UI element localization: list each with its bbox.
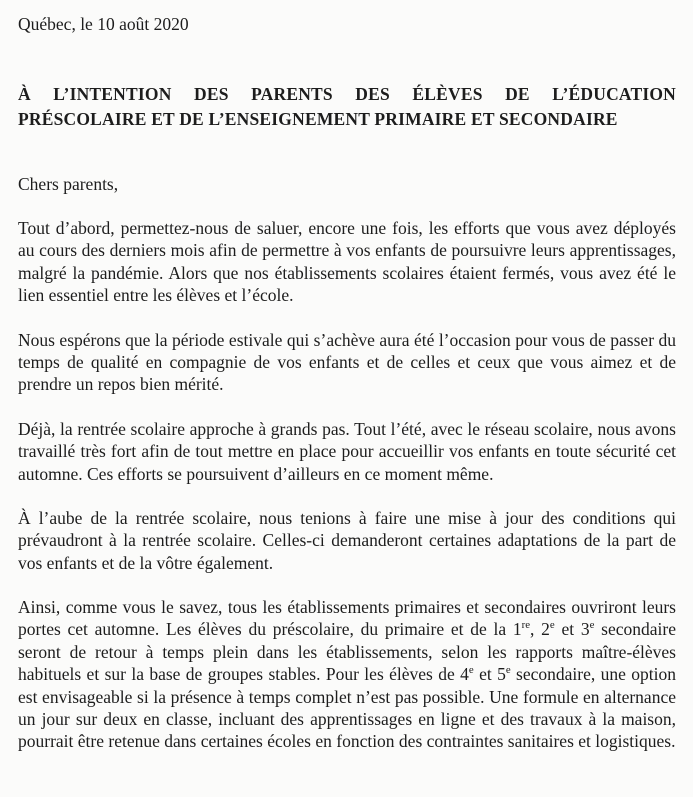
paragraph: Nous espérons que la période estivale qui s’achève aura été l’occasion pour vous de passer du temps de qualité en compagnie de vos enfants et de celles et ceux que vous aimez et de prendre un repos bien mérité. xyxy=(18,329,676,395)
ordinal-superscript: e xyxy=(589,619,595,632)
paragraph: Déjà, la rentrée scolaire approche à grands pas. Tout l’été, avec le réseau scolaire, nous avons travaillé très fort afin de tout mettre en place pour accueillir vos enfants en toute sécurité cet automne. Ces efforts se poursuivent d’ailleurs en ce moment même. xyxy=(18,418,676,484)
salutation: Chers parents, xyxy=(18,173,119,194)
date-line: Québec, le 10 août 2020 xyxy=(18,14,189,34)
letter-body xyxy=(18,217,676,753)
ordinal-superscript: re xyxy=(521,619,531,632)
letter-heading: À L’INTENTION DES PARENTS DES ÉLÈVES DE L’ÉDUCATION PRÉSCOLAIRE ET DE L’ENSEIGNEMENT PRIMAIRE ET SECONDAIRE xyxy=(18,83,676,130)
paragraph: Ainsi, comme vous le savez, tous les établissements primaires et secondaires ouvriront leurs portes cet automne. Les élèves du préscolaire, du primaire et de la 1re, 2e et 3e secondaire seront de retour à temps plein dans les établissements, selon les rapports maître-élèves habituels et sur la base de groupes stables. Pour les élèves de 4e et 5e secondaire, une option est envisageable si la présence à temps complet n’est pas possible. Une formule en alternance un jour sur deux en classe, incluant des apprentissages en ligne et des travaux à la maison, pourrait être retenue dans certaines écoles en fonction des contraintes sanitaires et logistiques. xyxy=(18,597,676,752)
ordinal-superscript: e xyxy=(505,664,511,677)
paragraph: Tout d’abord, permettez-nous de saluer, encore une fois, les efforts que vous avez déployés au cours des derniers mois afin de permettre à vos enfants de poursuivre leurs apprentissages, malgré la pandémie. Alors que nos établissements scolaires étaient fermés, vous avez été le lien essentiel entre les élèves et l’école. xyxy=(18,218,676,306)
ordinal-superscript: e xyxy=(468,664,474,677)
paragraph: À l’aube de la rentrée scolaire, nous tenions à faire une mise à jour des conditions qui prévaudront à la rentrée scolaire. Celles-ci demanderont certaines adaptations de la part de vos enfants et de la vôtre également. xyxy=(18,507,676,573)
ordinal-superscript: e xyxy=(549,619,555,632)
